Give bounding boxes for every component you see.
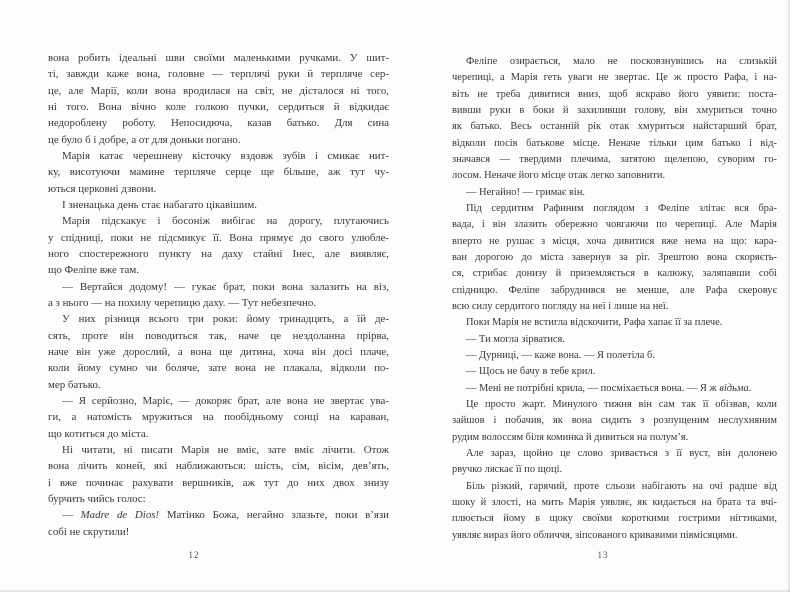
text-line: Феліпе озирається, мало не посковзнувшись на слизькій bbox=[466, 56, 777, 67]
text-line: шоку й злості, на мить Марія уявляє, як кидається на брата та вчі- bbox=[452, 496, 777, 508]
text-line: наче він уже дорослий, а вона ще дитина, хоча він досі плаче, bbox=[48, 345, 389, 358]
text-line: — Щось не бачу в тебе крил. bbox=[466, 366, 596, 378]
text-line: відколи посів батькове місце. Неначе тільки цим батько і від- bbox=[452, 137, 777, 149]
text-line: сять, проте він поводиться так, наче це нездоланна прірва, bbox=[48, 329, 389, 342]
text-line: ються церковні дзвони. bbox=[48, 182, 157, 195]
text-line: ван дорогою до міста завернув за ріг. Зрештою вона скоряєть- bbox=[452, 251, 777, 263]
text-line: плюється йому в щоку своїми короткими гострими нігтиками, bbox=[452, 513, 777, 525]
text-line: вивши руки в боки й захиливши голову, він хмуриться точно bbox=[452, 104, 777, 116]
text-line: Поки Марія не встигла відскочити, Рафа хапає її за плече. bbox=[466, 317, 723, 329]
text-line: що Феліпе вже там. bbox=[48, 264, 139, 277]
text-line: ного спостережного пункту на даху стайні Інес, але виявляє, bbox=[48, 247, 389, 260]
text-line: коли йому сумно чи боляче, зате вона не плакала, відколи по- bbox=[48, 362, 389, 375]
text-line: Але зараз, щойно це слово зривається з її вуст, він долонею bbox=[466, 447, 777, 459]
text-line: що котиться до міста. bbox=[48, 427, 149, 440]
text-line: ку, висотуючи мамине терпляче серце ще більше, аж тут чу- bbox=[48, 166, 389, 179]
page-number-right: 13 bbox=[597, 550, 609, 560]
text-line: у спідниці, поки не підсмикує її. Вона прямує до свого улюбле- bbox=[48, 231, 389, 244]
page-right-text bbox=[452, 54, 777, 544]
text-line: — Негайно! — гримає він. bbox=[466, 186, 586, 198]
page-left-text bbox=[48, 50, 389, 540]
text-line: Марія підскакує і босоніж вибігає на дорогу, плутаючись bbox=[62, 215, 389, 228]
text-line: рвучко ляскає її по щоці. bbox=[452, 464, 563, 476]
text-line: це було б і добре, а от для доньки погано. bbox=[48, 133, 241, 146]
text-line: значався — твердими плечима, затятою щелепою, суворим го- bbox=[452, 153, 777, 165]
text-line: вада, і він злазить обережно човгаючи по черепиці. Але Марія bbox=[452, 219, 777, 231]
text-line: ті, завжди каже вона, головне — терплячі руки й терпляче сер- bbox=[48, 68, 389, 81]
text-line: — Madre de Dios! Матінко Божа, негайно злазьте, поки в’язи bbox=[62, 509, 389, 522]
text-line: ні того. Вона вічно коле голкою пучки, сердиться й відкидає bbox=[48, 100, 389, 113]
text-line: рудим волоссям біля коминка й дивиться на полум’я. bbox=[452, 431, 689, 443]
text-line: Ні читати, ні писати Марія не вміє, зате вміє лічити. Отож bbox=[62, 443, 389, 456]
text-line: всю силу сердитого погляду на неї і лише на неї. bbox=[452, 300, 669, 312]
text-line: собі не скрутили! bbox=[48, 525, 130, 538]
text-line: Це просто жарт. Минулого тижня він сам так її обізвав, коли bbox=[466, 398, 777, 410]
text-line: вона робить ідеальні шви своїми маленькими ручками. У шит- bbox=[48, 52, 389, 64]
page-edge-shadow-right bbox=[786, 0, 790, 592]
text-line: і вже починає рахувати вершників, аж тут до них двох знизу bbox=[48, 476, 389, 489]
text-line: ги, а натомість мружиться на пообідньому сонці на караван, bbox=[48, 411, 389, 424]
text-line: Марія катає черешневу кісточку вздовж зубів і смикає нит- bbox=[62, 149, 389, 162]
text-line: віть не треба дивитися вниз, щоб яскраво його уявити: поста- bbox=[452, 88, 777, 100]
text-line: вперто не рушає з місця, хоча дивитися вже нема на що: кара- bbox=[452, 235, 777, 247]
text-line: — Дурниці, — каже вона. — Я полетіла б. bbox=[466, 349, 655, 361]
text-line: — Я серйозно, Маріє, — докоряє брат, але вона не звертає ува- bbox=[62, 394, 389, 407]
text-line: мер батько. bbox=[48, 378, 101, 391]
text-line: лосом. Неначе його місце отак легко заповнити. bbox=[452, 170, 666, 182]
text-line: зайшов і побачив, як вона сидить з розпущеним неслухняним bbox=[452, 415, 777, 427]
text-line: Під сердитим Рафиним поглядом з Феліпе злітає вся бра- bbox=[466, 202, 777, 214]
text-line: — Мені не потрібні крила, — посміхається вона. — Я ж відьма. bbox=[466, 382, 752, 394]
text-line: як батько. Весь останній рік отак хмуриться найстарший брат, bbox=[452, 121, 777, 133]
text-line: бурчить чийсь голос: bbox=[48, 492, 146, 505]
text-line: І зненацька день стає набагато цікавішим. bbox=[62, 198, 257, 211]
text-line: Біль різкий, гарячий, проте сльози набігають на очі радше від bbox=[466, 480, 777, 492]
text-line: У них різниця всього три роки: йому тринадцять, а їй де- bbox=[62, 313, 389, 326]
text-line: — Ти могла зірватися. bbox=[466, 333, 565, 345]
text-line: вона лічить коней, які наближаються: шість, сім, вісім, дев’ять, bbox=[48, 460, 389, 473]
text-line: недороблену роботу. Непосидюча, казав батько. Для сина bbox=[48, 117, 389, 130]
text-line: черепиці, а Марія геть уваги не звертає. Це ж просто Рафа, і на- bbox=[452, 72, 777, 84]
text-line: а з нього — на похилу черепицю даху. — Тут небезпечно. bbox=[48, 296, 317, 309]
page-number-left: 12 bbox=[188, 550, 200, 560]
text-line: спідницю. Феліпе забруднився не менше, але Рафа скеровує bbox=[452, 284, 777, 296]
text-line: ся, стрибає донизу й приземляється в калюжу, заляпавши собі bbox=[452, 268, 777, 280]
text-line: це, але Марії, коли вона вродилася на світ, не дісталося ні того, bbox=[48, 84, 389, 97]
text-line: — Вертайся додому! — гукає брат, поки вона залазить на віз, bbox=[62, 280, 389, 293]
text-line: уявляє вираз його обличчя, зіпсованого кривавими півмісяцями. bbox=[452, 529, 738, 541]
